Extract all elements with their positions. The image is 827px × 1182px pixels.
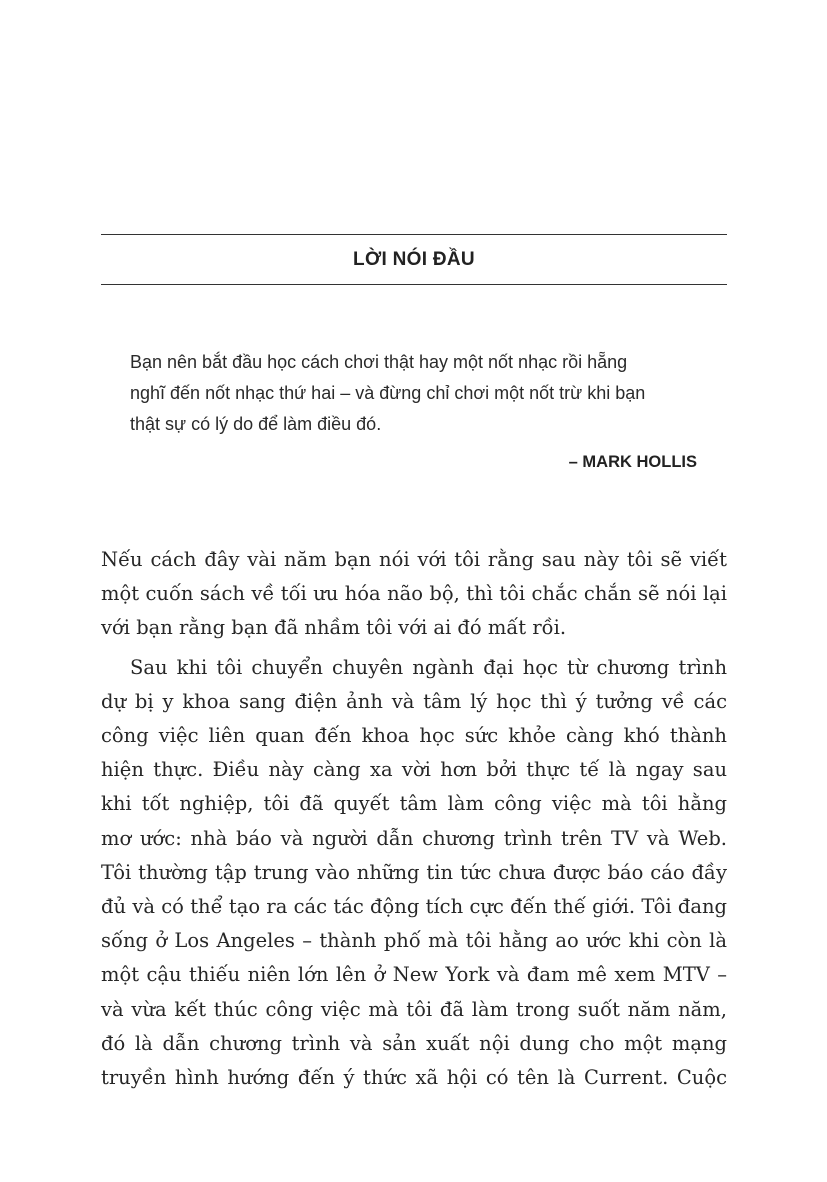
text-line: Nếu cách đây vài năm bạn nói với tôi rằng sau này tôi sẽ viết xyxy=(101,548,727,571)
text-line: sống ở Los Angeles – thành phố mà tôi hằng ao ước khi còn là xyxy=(101,929,727,953)
text-line: đó là dẫn chương trình và sản xuất nội dung cho một mạng xyxy=(101,1031,727,1055)
paragraph xyxy=(101,651,727,1096)
text-line: mơ ước: nhà báo và người dẫn chương trình trên TV và Web. xyxy=(101,826,727,850)
text-line: đủ và có thể tạo ra các tác động tích cực đến thế giới. Tôi đang xyxy=(101,895,727,919)
body-text xyxy=(101,543,727,1095)
top-divider xyxy=(101,234,727,235)
text-line: Tôi thường tập trung vào những tin tức chưa được báo cáo đầy xyxy=(101,860,727,884)
epigraph-attribution: – MARK HOLLIS xyxy=(568,453,697,471)
text-line: và vừa kết thúc công việc mà tôi đã làm trong suốt năm năm, xyxy=(101,997,727,1021)
text-line: với bạn rằng bạn đã nhầm tôi với ai đó mất rồi. xyxy=(101,616,567,640)
text-line: Sau khi tôi chuyển chuyên ngành đại học từ chương trình xyxy=(130,655,727,679)
chapter-title: LỜI NÓI ĐẦU xyxy=(353,249,475,270)
text-line: truyền hình hướng đến ý thức xã hội có tên là Current. Cuộc xyxy=(101,1066,727,1090)
text-line: một cậu thiếu niên lớn lên ở New York và đam mê xem MTV – xyxy=(101,963,727,987)
bottom-divider xyxy=(101,284,727,285)
epigraph-quote xyxy=(130,347,702,440)
paragraph xyxy=(101,543,727,646)
text-line: khi tốt nghiệp, tôi đã quyết tâm làm công việc mà tôi hằng xyxy=(101,792,727,816)
epigraph-line: thật sự có lý do để làm điều đó. xyxy=(130,414,382,434)
epigraph-line: nghĩ đến nốt nhạc thứ hai – và đừng chỉ chơi một nốt trừ khi bạn xyxy=(130,383,646,403)
text-line: hiện thực. Điều này càng xa vời hơn bởi thực tế là ngay sau xyxy=(101,758,727,782)
text-line: công việc liên quan đến khoa học sức khỏe càng khó thành xyxy=(101,724,727,748)
epigraph-line: Bạn nên bắt đầu học cách chơi thật hay một nốt nhạc rồi hẵng xyxy=(130,352,628,372)
text-line: dự bị y khoa sang điện ảnh và tâm lý học thì ý tưởng về các xyxy=(101,689,727,713)
text-line: một cuốn sách về tối ưu hóa não bộ, thì tôi chắc chắn sẽ nói lại xyxy=(101,582,727,606)
